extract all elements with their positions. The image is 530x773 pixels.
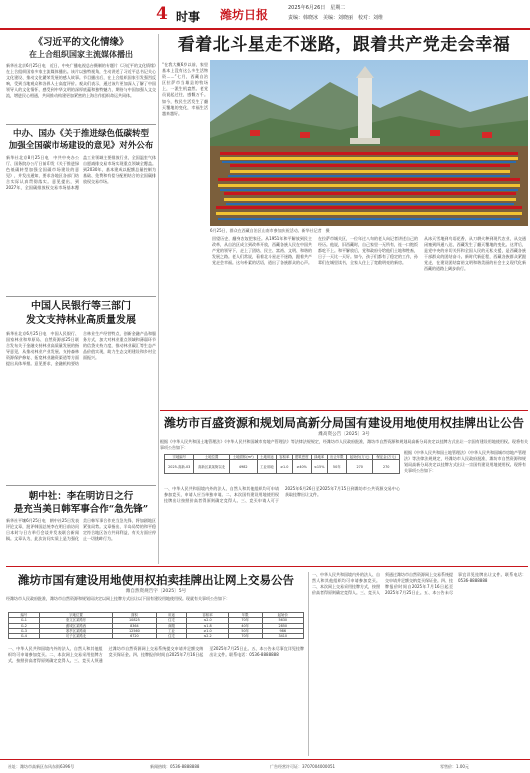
notice-table	[164, 454, 400, 474]
column-divider	[158, 34, 159, 564]
story-title: 中国人民银行等三部门	[31, 301, 131, 312]
table-cell: 坊子区某路北	[39, 634, 112, 639]
section-name: 时事	[176, 10, 201, 24]
story-forestry-finance	[6, 300, 156, 482]
header-cell: 面积	[113, 613, 156, 618]
table-cell: ≤1.8	[187, 623, 228, 628]
notice-intro: 经潍坊市人民政府批准，潍坊市自然资源和规划局决定以网上挂牌方式出让以下国有建设用地使用权。现就有关事项公告如下：	[6, 596, 230, 601]
story-culture-documentary	[6, 36, 156, 122]
page-number: 4	[156, 4, 168, 24]
header-cell: 容积率	[277, 455, 292, 460]
story-title: 《习近平的文化情缘》	[33, 37, 129, 48]
notice-terms: 一、中华人民共和国境内外的法人、自然人和其他组织均可申请参加竞买，申请人应当单独申请。二、本次国有建设用地使用权挂牌出让按照价高者得原则确定竞得人。三、竞买申请人可于2025年6月26日至2025年7月15日到潍坊市公共资源交易中心获取挂牌出让文件。	[164, 486, 400, 504]
story-carbon-market	[6, 128, 156, 293]
feature-intro: “在我大概6岁以前，家里基本上没有这么多生活物资……”七月，西藏自治区拉萨市当雄县的牧场上，一派生机盎然。老党员说起过往，感慨万千。如今，牧民生活发生了翻天覆地的变化，幸福生活越来越好。	[162, 62, 208, 116]
footer-address: 社址：潍坊市高新区东风东街6396号	[8, 764, 75, 769]
table-cell: 住宅	[156, 618, 187, 623]
header-cell: 保证金(万元)	[373, 455, 400, 460]
feature-body-col1: 回望历史，翻身农奴把家还。从1951年和平解放到民主改革，从自治区成立到改革开放，西藏各族人民在中国共产党的领导下，走上了团结、民主、富裕、文明、和谐的发展之路。老人们常说，看着北斗星走不迷路，跟着共产党走会幸福。这句朴素的话语，道出了各族群众的心声。	[212, 236, 312, 266]
divider	[160, 410, 528, 411]
notice-number: 潍自然资规告字〔2025〕5号	[125, 589, 187, 594]
table-cell: 10825	[113, 618, 156, 623]
divider	[6, 296, 156, 297]
issue-date: 2025年6月26日 星期二	[288, 5, 346, 11]
table-cell: 住宅	[156, 634, 187, 639]
notice-terms-continued: 一、中华人民共和国境内外的法人、自然人和其他组织均可申请参加竞买。二、本次网上交易采用挂牌方式，按照价高者得原则确定竞得人。三、竞买人须通过潍坊市自然资源网上交易系统提交申请并足额交纳竞买保证金。四、挂牌报价时间自2025年7月16日起至2025年7月25日止。五、本公告未尽事宜详见挂牌出让文件。联系电话：0536-8888888	[312, 572, 526, 596]
header-cell: 土地位置	[194, 455, 229, 460]
table-cell: 商服	[156, 623, 187, 628]
table-cell: ≥1.0	[187, 628, 228, 633]
footer-price: 零售价：1.00元	[440, 764, 469, 769]
table-cell: 50年	[228, 628, 262, 633]
table-cell: 5630	[262, 618, 303, 623]
page-footer	[0, 759, 530, 773]
table-cell: 986	[262, 628, 303, 633]
table-cell: G-3	[9, 628, 40, 633]
header-cell: 用途	[156, 613, 187, 618]
masthead	[0, 0, 530, 30]
header-cell: 宗地位置	[39, 613, 112, 618]
notice-terms: 一、中华人民共和国境内外的法人、自然人和其他组织均可申请参加竞买。二、本次网上交易采用挂牌方式，按照价高者得原则确定竞得人。三、竞买人须通过潍坊市自然资源网上交易系统提交申请并足额交纳竞买保证金。四、挂牌报价时间自2025年7月16日起至2025年7月25日止。五、本公告未尽事宜详见挂牌出让文件。联系电话：0536-8888888	[8, 646, 304, 664]
header-cell: 土地用途	[257, 455, 276, 460]
table-cell: G-2	[9, 623, 40, 628]
story-body: 新华社北京8月25日电 中共中央办公厅、国务院办公厅日前印发《关于推进绿色低碳转型加强全国碳市场建设的意见》，并发出通知，要求各地区各部门结合实际认真贯彻落实。意见提出，到2027年，全国碳排放权交易市场基本覆盖工业领域主要排放行业，全国温室气体自愿减排交易市场实现重点领域全覆盖。到2030年，基本建成以配额总量控制为基础、免费和有偿分配相结合的全国碳排放权交易市场。	[6, 155, 156, 191]
table-cell: 工业	[156, 628, 187, 633]
newspaper-logo: 潍坊日报	[220, 8, 269, 22]
land-notice-hightech	[160, 414, 528, 452]
story-body: 新华社北京6月25日电 近日，中央广播电视总台摄制的专题片《习近平的文化情缘》在上合组织国家多家主流媒体播出。该片以独特视角，生动讲述了习近平总书记关心文化建设、推动文化繁荣发展的感人故事。节目播出后，在上合组织国家引发强烈反响，受到当地观众和各界人士高度评价。观众们表示，通过该片更加深入了解了中国领导人的文化情怀，感受到中华文明的深厚底蕴和独特魅力，期待与中国加强人文交流，增进民心相通，共同推动构建更加紧密的上海合作组织命运共同体。	[6, 63, 156, 99]
table-cell: 12560	[113, 628, 156, 633]
table-cell: 50年	[327, 460, 346, 474]
feature-body-col3: 从冰天雪地到鸟语花香，从刀耕火种到现代农业，从交通闭塞到四通八达，西藏发生了翻天覆地的变化。这背后，是党中央的亲切关怀和全国人民的无私支援，是西藏各族干部群众的团结奋斗。新时代新征程，西藏各族群众紧跟党走，在建设团结富裕文明和谐美丽的社会主义现代化新西藏的道路上阔步前行。	[424, 236, 526, 272]
divider	[6, 124, 156, 125]
feature-headline: 看着北斗星走不迷路，跟着共产党走会幸福	[177, 35, 511, 55]
table-cell: 8364	[113, 623, 156, 628]
table-cell: 70年	[228, 634, 262, 639]
header-cell: 年限	[228, 613, 262, 618]
header-cell: 容积率	[187, 613, 228, 618]
footer-ad-license: 广告经营许可证：3707004000051	[270, 764, 336, 769]
story-title-line2: 发文支持林业高质量发展	[26, 315, 136, 326]
land-notice-weifang	[6, 572, 306, 609]
header-cell: 起始价(万元)	[346, 455, 372, 460]
footer-phone: 新闻热线：0536-8888888	[150, 764, 200, 769]
table-cell: ≤2.0	[187, 618, 228, 623]
table-cell: ≤2.2	[187, 634, 228, 639]
table-cell: 270	[373, 460, 400, 474]
photo-caption: 6月25日，群众在西藏自治区山南市参加庆祝活动。新华社记者 摄	[210, 228, 330, 233]
header-cell: 建筑密度	[292, 455, 311, 460]
table-cell: 3410	[262, 634, 303, 639]
story-body: 新华社北京6月25日电 中国人民银行、国家林业和草原局、自然资源部25日联合发布关于金融支持林业高质量发展的指导意见，从推动林业产业发展、支持森林资源保护修复、拓宽林业融资渠道等方面提出具体举措。意见要求，金融机构要结合林业生产经营特点，创新金融产品和服务方式，加大对林业重点领域和薄弱环节的信贷支持力度，推动林业碳汇等生态产品价值实现，助力生态文明建设和乡村全面振兴。	[6, 331, 156, 367]
story-title-line2: 是充当美日韩军事合作“急先锋”	[13, 504, 149, 515]
table-cell: 70年	[228, 618, 262, 623]
story-kcna-commentary	[6, 490, 156, 565]
table-cell: ≤15%	[311, 460, 327, 474]
story-subtitle: 在上合组织国家主流媒体播出	[29, 50, 133, 59]
table-cell: 2850	[262, 623, 303, 628]
notice-terms-continued: 根据《中华人民共和国土地管理法》《中华人民共和国城市房地产管理法》等法律法规规定，经潍坊市人民政府批准，潍坊市自然资源和规划局高新分局决定以挂牌方式出让一宗国有建设用地使用权。现将有关事项公告如下：	[404, 450, 526, 474]
header-cell: 出让年限	[327, 455, 346, 460]
table-cell: G-4	[9, 634, 40, 639]
notice-table	[8, 612, 304, 639]
story-body: 新华社平壤6月25日电 朝中社25日发表评论文章，批评韩国总统李在明日前访问日本时与日方举行会谈并发表联合新闻稿。文章认为，此次访问实质上是为强化美日韩军事合作充当急先锋，将加剧地区紧张局势。文章指出，半岛局势的和平稳定符合地区各方共同利益，有关方面应停止一切挑衅行为。	[6, 518, 156, 542]
feature-body-col2: 在拉萨市城关区，一位年过八旬的老人向记者讲述自己的经历。他说，旧西藏时，自己家里一无所有，连一口饱饭都吃不上。和平解放后，党和政府分给他们土地和牲畜，日子一天比一天好。如今，孩子们都有了稳定的工作，孙辈们在城里读书，全家人住上了宽敞明亮的新房。	[318, 236, 418, 266]
table-cell: 工业用地	[257, 460, 276, 474]
table-cell: 270	[346, 460, 372, 474]
divider	[6, 485, 156, 486]
feature-photo	[210, 60, 528, 226]
divider	[6, 566, 528, 567]
table-cell: 寒亭区某路南	[39, 628, 112, 633]
table-cell: 6720	[113, 634, 156, 639]
story-title: 朝中社：李在明访日之行	[28, 491, 134, 502]
table-cell: ≥1.0	[277, 460, 292, 474]
table-row	[9, 634, 304, 639]
header-cell: 土地面积(m²)	[229, 455, 257, 460]
table-cell: ≥40%	[292, 460, 311, 474]
story-title-line2: 加强全国碳市场建设的意见》对外公布	[8, 141, 154, 151]
column-divider	[308, 572, 309, 756]
table-cell: G-1	[9, 618, 40, 623]
notice-intro: 根据《中华人民共和国土地管理法》《中华人民共和国城市房地产管理法》等法律法规规定，经潍坊市人民政府批准，潍坊市自然资源和规划局高新分局决定以挂牌方式出让一宗国有建设用地使用权。现将有关事项公告如下：	[160, 439, 528, 451]
table-cell: 高新区某某街以北	[194, 460, 229, 474]
table-cell: 4982	[229, 460, 257, 474]
story-title: 中办、国办《关于推进绿色低碳转型	[12, 129, 149, 139]
table-cell: 40年	[228, 623, 262, 628]
notice-title: 潍坊市百盛资源和规划局高新分局国有建设用地使用权挂牌出让公告	[163, 416, 524, 430]
notice-number: 潍高资公告〔2025〕3号	[318, 432, 370, 437]
editors-credit: 责编：韩晓冰 美编：刘晓丽 校对：刘维	[288, 15, 384, 21]
header-cell: 宗地编号	[165, 455, 194, 460]
header-cell: 编号	[9, 613, 40, 618]
table-cell: 潍城区某路西	[39, 623, 112, 628]
celebration-photo	[210, 60, 528, 226]
table-cell: 奎文区某路东	[39, 618, 112, 623]
table-row	[165, 460, 400, 474]
header-cell: 起始价	[262, 613, 303, 618]
table-cell: 2025-高新-03	[165, 460, 194, 474]
header-cell: 绿地率	[311, 455, 327, 460]
notice-title: 潍坊市国有建设用地使用权拍卖挂牌出让网上交易公告	[18, 573, 294, 587]
